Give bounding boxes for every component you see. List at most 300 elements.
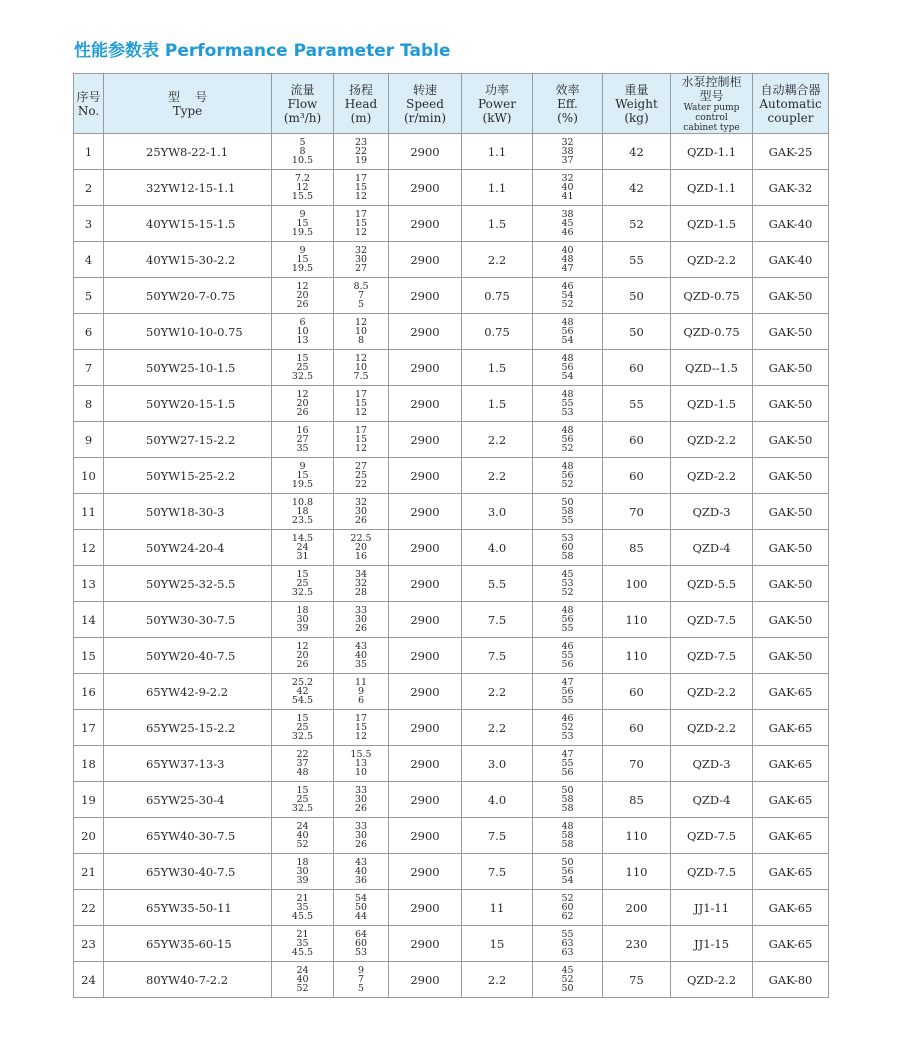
cell-type: 50YW20-15-1.5 <box>104 386 272 422</box>
cell-head <box>334 602 389 638</box>
flow-value: 8 <box>299 146 306 157</box>
cell-coupler: GAK-50 <box>753 530 829 566</box>
head-value: 17 <box>354 173 368 184</box>
table-row <box>74 782 829 818</box>
head-value: 10 <box>354 362 368 373</box>
flow-value: 7.2 <box>294 173 311 184</box>
cell-eff <box>533 386 603 422</box>
cell-head <box>334 350 389 386</box>
cell-flow <box>272 530 334 566</box>
cell-weight: 42 <box>603 134 671 170</box>
head-value: 60 <box>354 938 368 949</box>
eff-value: 53 <box>561 407 574 418</box>
cell-speed: 2900 <box>389 242 462 278</box>
eff-value: 47 <box>561 749 574 760</box>
flow-value: 19.5 <box>291 479 314 490</box>
cell-weight: 85 <box>603 782 671 818</box>
performance-table <box>73 73 829 998</box>
cell-speed: 2900 <box>389 422 462 458</box>
cell-cabinet: QZD-1.1 <box>671 170 753 206</box>
cell-head <box>334 278 389 314</box>
head-value: 33 <box>354 785 368 796</box>
cell-type: 50YW20-7-0.75 <box>104 278 272 314</box>
head-value: 15 <box>354 182 368 193</box>
flow-value: 40 <box>296 830 309 841</box>
cell-speed: 2900 <box>389 962 462 998</box>
cell-no: 20 <box>74 818 104 854</box>
flow-value: 32.5 <box>291 587 314 598</box>
cell-head <box>334 962 389 998</box>
cell-speed: 2900 <box>389 350 462 386</box>
cell-speed: 2900 <box>389 278 462 314</box>
header-speed: 转速 Speed (r/min) <box>389 74 462 134</box>
cell-speed: 2900 <box>389 386 462 422</box>
eff-value: 56 <box>561 434 574 445</box>
flow-value: 32.5 <box>291 803 314 814</box>
cell-head <box>334 386 389 422</box>
header-flow: 流量 Flow (m³/h) <box>272 74 334 134</box>
head-value: 30 <box>354 830 368 841</box>
flow-value: 18 <box>296 857 309 868</box>
cell-type: 40YW15-30-2.2 <box>104 242 272 278</box>
eff-value: 32 <box>561 137 574 148</box>
cell-no: 17 <box>74 710 104 746</box>
flow-value: 30 <box>296 614 309 625</box>
eff-value: 48 <box>561 425 574 436</box>
cell-head <box>334 566 389 602</box>
cell-weight: 75 <box>603 962 671 998</box>
eff-value: 56 <box>561 866 574 877</box>
cell-no: 24 <box>74 962 104 998</box>
head-value: 5 <box>357 983 365 994</box>
cell-flow <box>272 566 334 602</box>
head-value: 30 <box>354 794 368 805</box>
header-eff: 效率 Eff. (%) <box>533 74 603 134</box>
head-value: 26 <box>354 515 368 526</box>
head-value: 9 <box>357 686 365 697</box>
cell-weight: 110 <box>603 818 671 854</box>
eff-value: 48 <box>561 389 574 400</box>
cell-cabinet: QZD-3 <box>671 494 753 530</box>
cell-eff <box>533 962 603 998</box>
eff-value: 48 <box>561 254 574 265</box>
eff-value: 56 <box>561 326 574 337</box>
head-value: 20 <box>354 542 368 553</box>
cell-flow <box>272 134 334 170</box>
cell-no: 14 <box>74 602 104 638</box>
cell-power: 2.2 <box>462 710 533 746</box>
header-no: 序号 No. <box>74 74 104 134</box>
cell-coupler: GAK-40 <box>753 206 829 242</box>
cell-cabinet: QZD-7.5 <box>671 602 753 638</box>
flow-value: 21 <box>296 929 309 940</box>
cell-no: 15 <box>74 638 104 674</box>
head-value: 22 <box>354 146 368 157</box>
cell-no: 7 <box>74 350 104 386</box>
flow-value: 39 <box>296 875 309 886</box>
flow-value: 14.5 <box>291 533 314 544</box>
cell-type: 50YW15-25-2.2 <box>104 458 272 494</box>
cell-no: 11 <box>74 494 104 530</box>
cell-eff <box>533 638 603 674</box>
flow-value: 39 <box>296 623 309 634</box>
eff-value: 48 <box>561 605 574 616</box>
cell-type: 25YW8-22-1.1 <box>104 134 272 170</box>
cell-cabinet: QZD-4 <box>671 782 753 818</box>
cell-coupler: GAK-65 <box>753 854 829 890</box>
eff-value: 50 <box>561 497 574 508</box>
head-value: 12 <box>354 407 368 418</box>
cell-head <box>334 782 389 818</box>
eff-value: 58 <box>561 506 574 517</box>
cell-head <box>334 638 389 674</box>
cell-flow <box>272 350 334 386</box>
head-value: 27 <box>354 461 368 472</box>
flow-value: 25 <box>296 794 309 805</box>
head-value: 30 <box>354 614 368 625</box>
head-value: 54 <box>354 893 368 904</box>
header-head: 扬程 Head (m) <box>334 74 389 134</box>
head-value: 36 <box>354 875 368 886</box>
cell-eff <box>533 890 603 926</box>
eff-value: 52 <box>561 893 574 904</box>
cell-head <box>334 710 389 746</box>
cell-coupler: GAK-40 <box>753 242 829 278</box>
flow-value: 30 <box>296 866 309 877</box>
cell-coupler: GAK-50 <box>753 458 829 494</box>
cell-cabinet: QZD-2.2 <box>671 674 753 710</box>
cell-eff <box>533 206 603 242</box>
head-value: 22 <box>354 479 368 490</box>
cell-flow <box>272 458 334 494</box>
head-value: 11 <box>354 677 368 688</box>
cell-coupler: GAK-32 <box>753 170 829 206</box>
eff-value: 55 <box>561 758 574 769</box>
cell-weight: 42 <box>603 170 671 206</box>
flow-value: 19.5 <box>291 263 314 274</box>
cell-cabinet: QZD-2.2 <box>671 422 753 458</box>
eff-value: 58 <box>561 803 574 814</box>
cell-power: 2.2 <box>462 458 533 494</box>
head-value: 26 <box>354 623 368 634</box>
cell-speed: 2900 <box>389 602 462 638</box>
head-value: 19 <box>354 155 368 166</box>
eff-value: 56 <box>561 362 574 373</box>
table-row <box>74 926 829 962</box>
eff-value: 56 <box>561 767 574 778</box>
flow-value: 40 <box>296 974 309 985</box>
table-row <box>74 422 829 458</box>
cell-flow <box>272 170 334 206</box>
cell-cabinet: JJ1-15 <box>671 926 753 962</box>
head-value: 27 <box>354 263 368 274</box>
flow-value: 32.5 <box>291 731 314 742</box>
flow-value: 42 <box>296 686 309 697</box>
eff-value: 58 <box>561 830 574 841</box>
cell-coupler: GAK-65 <box>753 818 829 854</box>
flow-value: 6 <box>299 317 306 328</box>
eff-value: 45 <box>561 965 574 976</box>
cell-type: 40YW15-15-1.5 <box>104 206 272 242</box>
eff-value: 60 <box>561 542 574 553</box>
table-row <box>74 494 829 530</box>
head-value: 6 <box>357 695 365 706</box>
flow-value: 24 <box>296 542 309 553</box>
cell-power: 3.0 <box>462 746 533 782</box>
cell-flow <box>272 746 334 782</box>
table-row <box>74 350 829 386</box>
cell-eff <box>533 602 603 638</box>
cell-coupler: GAK-50 <box>753 422 829 458</box>
cell-coupler: GAK-50 <box>753 494 829 530</box>
cell-flow <box>272 422 334 458</box>
cell-flow <box>272 494 334 530</box>
cell-cabinet: QZD-3 <box>671 746 753 782</box>
header-type: 型 号 Type <box>104 74 272 134</box>
flow-value: 54.5 <box>291 695 314 706</box>
cell-type: 65YW42-9-2.2 <box>104 674 272 710</box>
flow-value: 25 <box>296 722 309 733</box>
cell-flow <box>272 278 334 314</box>
cell-no: 21 <box>74 854 104 890</box>
cell-no: 12 <box>74 530 104 566</box>
flow-value: 20 <box>296 398 309 409</box>
eff-value: 37 <box>561 155 574 166</box>
cell-coupler: GAK-65 <box>753 890 829 926</box>
header-row <box>74 74 829 134</box>
cell-weight: 50 <box>603 314 671 350</box>
head-value: 13 <box>354 758 368 769</box>
cell-no: 2 <box>74 170 104 206</box>
cell-flow <box>272 818 334 854</box>
cell-flow <box>272 206 334 242</box>
eff-value: 48 <box>561 353 574 364</box>
eff-value: 46 <box>561 227 574 238</box>
table-row <box>74 566 829 602</box>
cell-head <box>334 242 389 278</box>
cell-speed: 2900 <box>389 206 462 242</box>
eff-value: 47 <box>561 677 574 688</box>
cell-speed: 2900 <box>389 566 462 602</box>
cell-weight: 230 <box>603 926 671 962</box>
head-value: 26 <box>354 839 368 850</box>
cell-weight: 60 <box>603 710 671 746</box>
cell-power: 2.2 <box>462 674 533 710</box>
head-value: 33 <box>354 821 368 832</box>
head-value: 12 <box>354 731 368 742</box>
cell-head <box>334 422 389 458</box>
flow-value: 15 <box>296 254 309 265</box>
flow-value: 18 <box>296 506 309 517</box>
flow-value: 15 <box>296 218 309 229</box>
cell-no: 23 <box>74 926 104 962</box>
head-value: 5 <box>357 299 365 310</box>
cell-power: 1.5 <box>462 350 533 386</box>
cell-coupler: GAK-65 <box>753 926 829 962</box>
cell-type: 50YW25-32-5.5 <box>104 566 272 602</box>
eff-value: 46 <box>561 713 574 724</box>
flow-value: 24 <box>296 821 309 832</box>
cell-speed: 2900 <box>389 314 462 350</box>
eff-value: 56 <box>561 686 574 697</box>
eff-value: 53 <box>561 533 574 544</box>
cell-cabinet: QZD-0.75 <box>671 314 753 350</box>
cell-power: 11 <box>462 890 533 926</box>
cell-no: 19 <box>74 782 104 818</box>
head-value: 7 <box>357 290 365 301</box>
head-value: 8.5 <box>353 281 369 292</box>
flow-value: 15 <box>296 785 309 796</box>
cell-flow <box>272 242 334 278</box>
cell-cabinet: JJ1-11 <box>671 890 753 926</box>
header-power: 功率 Power (kW) <box>462 74 533 134</box>
cell-weight: 55 <box>603 386 671 422</box>
eff-value: 52 <box>561 479 574 490</box>
flow-value: 35 <box>296 902 309 913</box>
cell-cabinet: QZD-5.5 <box>671 566 753 602</box>
cell-cabinet: QZD-2.2 <box>671 458 753 494</box>
eff-value: 56 <box>561 614 574 625</box>
cell-flow <box>272 962 334 998</box>
eff-value: 55 <box>561 398 574 409</box>
cell-cabinet: QZD-2.2 <box>671 710 753 746</box>
table-row <box>74 854 829 890</box>
flow-value: 45.5 <box>291 911 314 922</box>
table-row <box>74 530 829 566</box>
cell-speed: 2900 <box>389 890 462 926</box>
eff-value: 47 <box>561 263 574 274</box>
eff-value: 48 <box>561 821 574 832</box>
eff-value: 41 <box>561 191 574 202</box>
cell-eff <box>533 134 603 170</box>
cell-head <box>334 494 389 530</box>
cell-head <box>334 746 389 782</box>
cell-speed: 2900 <box>389 458 462 494</box>
cell-coupler: GAK-65 <box>753 710 829 746</box>
cell-weight: 60 <box>603 422 671 458</box>
head-value: 15 <box>354 722 368 733</box>
flow-value: 52 <box>296 839 309 850</box>
flow-value: 9 <box>299 461 306 472</box>
cell-weight: 110 <box>603 602 671 638</box>
cell-eff <box>533 746 603 782</box>
table-row <box>74 962 829 998</box>
flow-value: 15 <box>296 353 309 364</box>
head-value: 7.5 <box>353 371 369 382</box>
cell-cabinet: QZD-4 <box>671 530 753 566</box>
head-value: 15 <box>354 434 368 445</box>
cell-speed: 2900 <box>389 530 462 566</box>
cell-speed: 2900 <box>389 854 462 890</box>
cell-flow <box>272 386 334 422</box>
flow-value: 24 <box>296 965 309 976</box>
head-value: 17 <box>354 425 368 436</box>
eff-value: 63 <box>561 947 574 958</box>
cell-head <box>334 674 389 710</box>
eff-value: 62 <box>561 911 574 922</box>
flow-value: 37 <box>296 758 309 769</box>
cell-power: 7.5 <box>462 602 533 638</box>
cell-eff <box>533 422 603 458</box>
cell-power: 2.2 <box>462 422 533 458</box>
cell-weight: 55 <box>603 242 671 278</box>
cell-eff <box>533 242 603 278</box>
head-value: 10 <box>354 326 368 337</box>
flow-value: 25.2 <box>291 677 314 688</box>
cell-no: 18 <box>74 746 104 782</box>
cell-eff <box>533 530 603 566</box>
head-value: 40 <box>354 866 368 877</box>
cell-flow <box>272 926 334 962</box>
eff-value: 45 <box>561 218 574 229</box>
cell-weight: 200 <box>603 890 671 926</box>
table-row <box>74 134 829 170</box>
head-value: 10 <box>354 767 368 778</box>
eff-value: 55 <box>561 695 574 706</box>
cell-weight: 70 <box>603 494 671 530</box>
cell-cabinet: QZD-7.5 <box>671 818 753 854</box>
table-row <box>74 710 829 746</box>
flow-value: 27 <box>296 434 309 445</box>
cell-no: 8 <box>74 386 104 422</box>
eff-value: 50 <box>561 785 574 796</box>
cell-cabinet: QZD-1.5 <box>671 206 753 242</box>
cell-power: 4.0 <box>462 530 533 566</box>
eff-value: 55 <box>561 515 574 526</box>
flow-value: 31 <box>296 551 309 562</box>
cell-flow <box>272 782 334 818</box>
flow-value: 32.5 <box>291 371 314 382</box>
eff-value: 40 <box>561 245 574 256</box>
eff-value: 50 <box>561 857 574 868</box>
flow-value: 9 <box>299 245 306 256</box>
cell-coupler: GAK-65 <box>753 782 829 818</box>
head-value: 9 <box>357 965 365 976</box>
eff-value: 40 <box>561 182 574 193</box>
eff-value: 56 <box>561 470 574 481</box>
cell-type: 65YW30-40-7.5 <box>104 854 272 890</box>
flow-value: 9 <box>299 209 306 220</box>
head-value: 32 <box>354 245 368 256</box>
eff-value: 52 <box>561 974 574 985</box>
head-value: 53 <box>354 947 368 958</box>
cell-type: 65YW40-30-7.5 <box>104 818 272 854</box>
eff-value: 60 <box>561 902 574 913</box>
head-value: 32 <box>354 578 368 589</box>
header-cabinet: 水泵控制柜 型号 Water pump control cabinet type <box>671 74 753 134</box>
cell-no: 16 <box>74 674 104 710</box>
cell-coupler: GAK-50 <box>753 314 829 350</box>
head-value: 44 <box>354 911 368 922</box>
cell-power: 2.2 <box>462 962 533 998</box>
eff-value: 38 <box>561 146 574 157</box>
cell-flow <box>272 638 334 674</box>
flow-value: 23.5 <box>291 515 314 526</box>
table-row <box>74 206 829 242</box>
cell-cabinet: QZD-2.2 <box>671 242 753 278</box>
cell-type: 65YW37-13-3 <box>104 746 272 782</box>
cell-weight: 60 <box>603 458 671 494</box>
cell-weight: 110 <box>603 638 671 674</box>
cell-speed: 2900 <box>389 782 462 818</box>
table-body <box>74 134 829 998</box>
flow-value: 10.8 <box>291 497 314 508</box>
head-value: 32 <box>354 497 368 508</box>
head-value: 16 <box>354 551 368 562</box>
eff-value: 54 <box>561 875 574 886</box>
cell-no: 3 <box>74 206 104 242</box>
flow-value: 26 <box>296 659 309 670</box>
